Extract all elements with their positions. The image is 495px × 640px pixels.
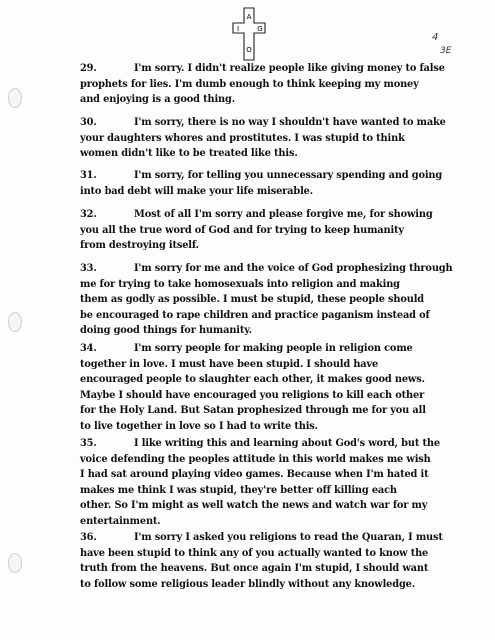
page-number: 4 <box>432 32 439 43</box>
item-line: for the Holy Land. But Satan prophesized through me for you all <box>80 405 426 417</box>
item-line: I'm sorry, there is no way I shouldn't have wanted to make <box>134 117 446 128</box>
item-line: into bad debt will make your life miserable. <box>80 185 313 197</box>
list-item-31 <box>80 168 452 199</box>
item-line: encouraged people to slaughter each other, it makes good news. <box>80 374 425 386</box>
item-number: 32. <box>80 209 97 220</box>
item-line: to follow some religious leader blindly without any knowledge. <box>80 578 415 590</box>
item-number: 35. <box>80 438 97 449</box>
item-line: I'm sorry I asked you religions to read the Quaran, I must <box>134 532 443 543</box>
item-line: I'm sorry for me and the voice of God prophesizing through <box>134 263 453 274</box>
item-number: 31. <box>80 170 97 181</box>
item-line: and enjoying is a good thing. <box>80 94 235 106</box>
cross-letter-right: G <box>257 25 263 33</box>
item-line: voice defending the peoples attitude in this world makes me wish <box>80 453 431 465</box>
item-line: I'm sorry, for telling you unnecessary spending and going <box>134 170 443 181</box>
item-line: I had sat around playing video games. Because when I'm hated it <box>80 469 429 481</box>
binder-hole <box>8 312 22 332</box>
item-number: 30. <box>80 117 97 128</box>
item-line: Most of all I'm sorry and please forgive me, for showing <box>134 209 433 220</box>
list-item-33 <box>80 261 452 339</box>
item-line: truth from the heavens. But once again I'm stupid, I should want <box>80 563 429 575</box>
item-line: be encouraged to rape children and practice paganism instead of <box>80 309 430 321</box>
list-item-32 <box>80 207 452 254</box>
item-line: together in love. I must have been stupid. I should have <box>80 358 379 370</box>
item-number: 29. <box>80 63 97 74</box>
list-item-29 <box>80 61 452 108</box>
hand-drawn-cross-icon <box>232 7 266 61</box>
item-line: makes me think I was stupid, they're better off killing each <box>80 484 397 496</box>
item-line: them as godly as possible. I must be stupid, these people should <box>80 294 425 306</box>
item-line: me for trying to take homosexuals into religion and making <box>80 278 400 290</box>
item-line: entertainment. <box>80 515 161 527</box>
item-line: women didn't like to be treated like this. <box>80 148 298 160</box>
binder-hole <box>8 553 22 573</box>
page-mark: 3E <box>440 46 452 56</box>
list-item-35 <box>80 436 452 530</box>
item-line: I'm sorry people for making people in religion come <box>134 343 413 354</box>
item-line: to live together in love so I had to write this. <box>80 420 318 432</box>
item-line: Maybe I should have encouraged you religions to kill each other <box>80 389 425 401</box>
item-line: prophets for lies. I'm dumb enough to think keeping my money <box>80 78 419 90</box>
item-line: your daughters whores and prostitutes. I was stupid to think <box>80 132 405 144</box>
list-item-36 <box>80 530 452 592</box>
list-item-34 <box>80 341 452 435</box>
item-number: 33. <box>80 263 97 274</box>
item-line: other. So I'm might as well watch the news and watch war for my <box>80 500 428 512</box>
binder-hole <box>8 88 22 108</box>
item-line: have been stupid to think any of you actually wanted to know the <box>80 547 429 559</box>
item-line: you all the true word of God and for trying to keep humanity <box>80 224 404 236</box>
cross-letter-left: I <box>236 25 240 33</box>
list-item-30 <box>80 115 452 162</box>
item-line: I like writing this and learning about God's word, but the <box>134 438 440 449</box>
cross-letter-bottom: O <box>246 46 252 54</box>
item-number: 34. <box>80 343 97 354</box>
item-line: from destroying itself. <box>80 240 199 252</box>
item-number: 36. <box>80 532 97 543</box>
cross-letter-top: A <box>246 13 252 21</box>
item-line: doing good things for humanity. <box>80 325 252 337</box>
item-line: I'm sorry. I didn't realize people like giving money to false <box>134 63 445 74</box>
